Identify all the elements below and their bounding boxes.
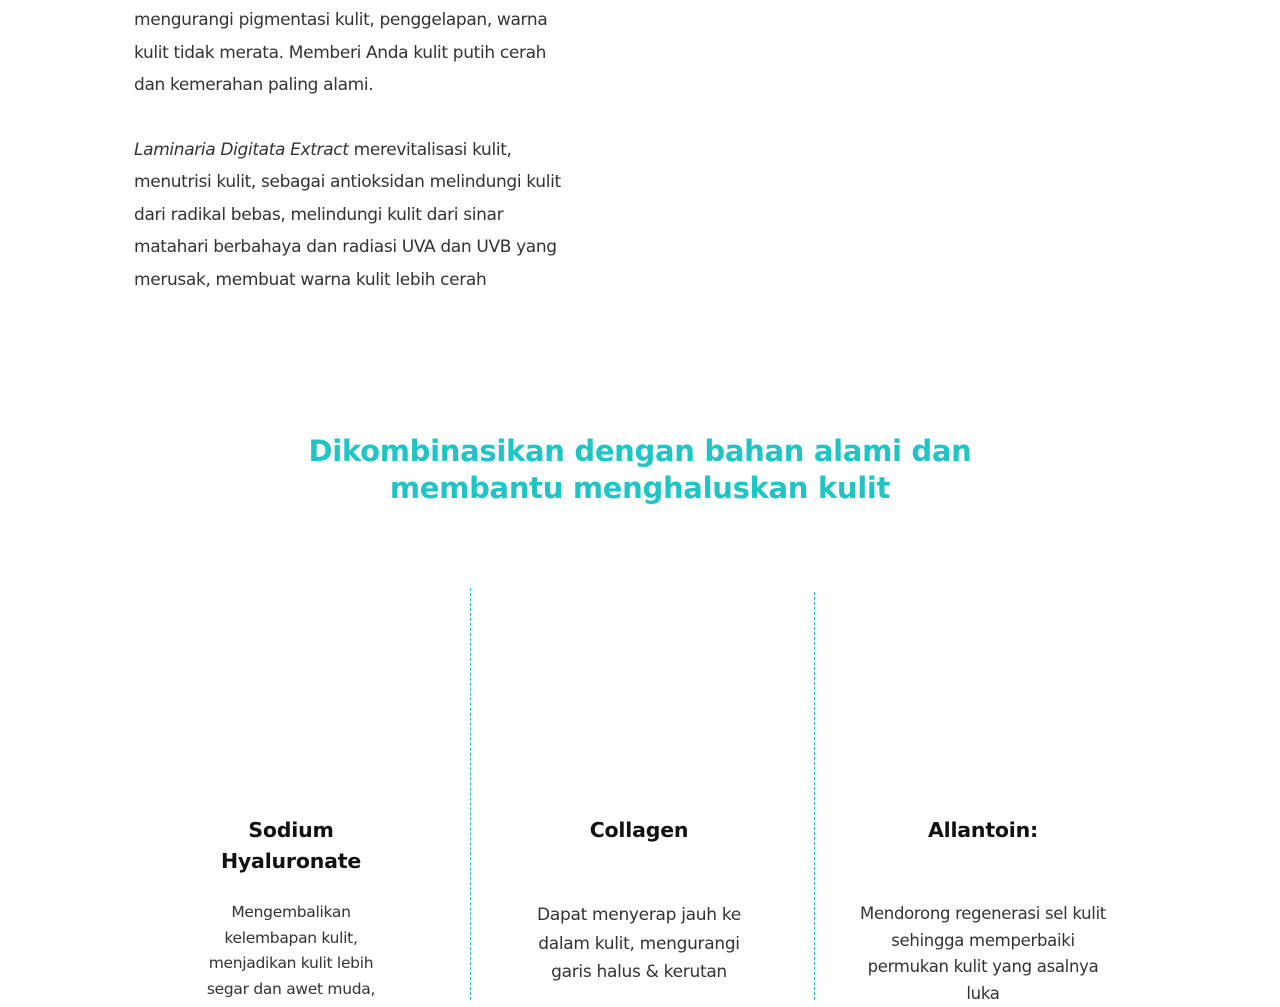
section-heading-line-2: membantu menghaluskan kulit — [389, 471, 891, 505]
intro-text-block — [134, 4, 574, 296]
ingredient-description: Mengembalikan kelembapan kulit, menjadikan kulit lebih segar dan awet muda, — [206, 903, 376, 998]
ingredient-name-italic: Laminaria Digitata Extract — [134, 139, 349, 160]
column-divider-2 — [814, 592, 815, 1000]
ingredient-description: Dapat menyerap jauh ke dalam kulit, mengurangi garis halus & kerutan — [537, 905, 741, 982]
column-divider-1 — [470, 588, 471, 1000]
section-heading-line-1: Dikombinasikan dengan bahan alami dan — [308, 434, 972, 468]
ingredient-card-allantoin — [860, 815, 1106, 1007]
intro-paragraph-2-text: merevitalisasi kulit, menutrisi kulit, sebagai antioksidan melindungi kulit dari radikal bebas, melindungi kulit dari sinar matahari berbahaya dan radiasi UVA dan UVB yang merusak, membuat warna kulit lebih cerah — [134, 139, 561, 290]
ingredient-title: Collagen — [589, 818, 689, 842]
ingredient-description: Mendorong regenerasi sel kulit sehingga memperbaiki permukan kulit yang asalnya luka — [860, 904, 1106, 1003]
ingredient-card-collagen — [530, 815, 748, 987]
intro-paragraph-1: mengurangi pigmentasi kulit, penggelapan, warna kulit tidak merata. Memberi Anda kulit putih cerah dan kemerahan paling alami. — [134, 10, 548, 95]
section-heading — [0, 433, 1280, 507]
ingredient-title: Sodium Hyaluronate — [220, 818, 362, 873]
ingredient-title: Allantoin: — [927, 818, 1039, 842]
ingredient-card-sodium-hyaluronate — [190, 815, 392, 1002]
intro-paragraph-2 — [134, 134, 574, 297]
